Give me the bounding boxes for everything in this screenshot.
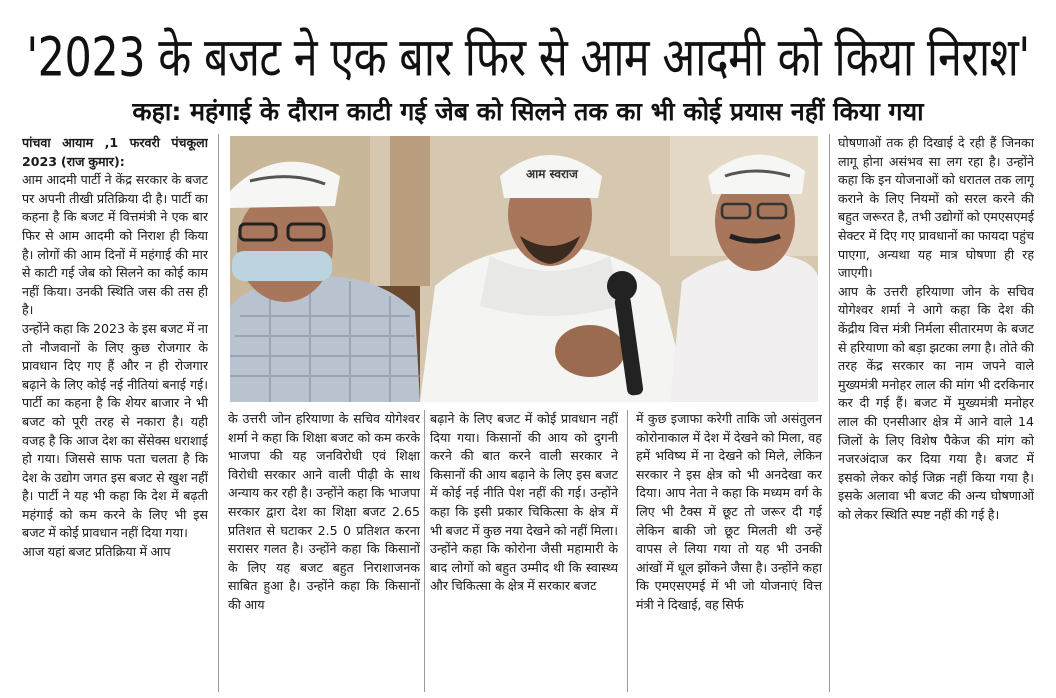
paragraph: के उत्तरी जोन हरियाणा के सचिव योगेश्वर शर्मा ने कहा कि शिक्षा बजट को कम करके भाजपा की यह जनविरोधी एवं शिक्षा विरोधी सरकार आने वाली पीढ़ी के साथ अन्याय कर रही है। उन्होंने कहा कि भाजपा सरकार द्वारा देश का शिक्षा बजट 2.65 प्रतिशत से घटाकर 2.5 0 प्रतिशत करना सरासर गलत है। उन्होंने कहा कि किसानों के लिए यह बजट बहुत निराशाजनक साबित हुआ है। उन्होंने कहा कि किसानों की आय: [228, 411, 420, 612]
paragraph: आज यहां बजट प्रतिक्रिया में आप: [22, 544, 171, 560]
paragraph: घोषणाओं तक ही दिखाई दे रही हैं जिनका लागू होना असंभव सा लग रहा है। उन्होंने कहा कि इन योजनाओं को धरातल तक लागू कराने के लिए नियमों को सरल करने की बहुत जरूरत है, तभी उद्योगों को एमएसएमई सेक्टर में दिए गए प्रावधानों का फायदा पहुंच पाएगा, अन्यथा यह मात्र घोषणा ही रह जाएगी।: [838, 135, 1034, 281]
article-column-4: [636, 410, 822, 692]
paragraph: उन्होंने कहा कि 2023 के इस बजट में ना तो नौजवानों के लिए कुछ रोजगार के प्रावधान दिए गए हैं और न ही रोजगार बढ़ाने के लिए कोई नई नीतियां बनाई गई। पार्टी का कहना है कि शेयर बाजार ने भी बजट को पूरी तरह से नकारा है। यही वजह है कि आज देश का सेंसेक्स धराशाई हो गया। जिससे साफ पता चलता है कि देश के उद्योग जगत इस बजट से खुश नहीं है। पार्टी ने यह भी कहा कि देश में बढ़ती महंगाई को कम करने के लिए भी इस बजट में कोई प्रावधान नहीं दिया गया।: [22, 320, 208, 541]
article-column-5: [838, 134, 1034, 694]
press-conference-photo: [230, 136, 818, 402]
column-divider: [218, 134, 219, 692]
column-divider: [627, 410, 628, 692]
headline: '2023 के बजट ने एक बार फिर से आम आदमी को किया निराश': [26, 26, 1030, 89]
paragraph: आप के उत्तरी हरियाणा जोन के सचिव योगेश्वर शर्मा ने आगे कहा कि देश की केंद्रीय वित्त मंत्री निर्मला सीतारमण के बजट से हरियाणा को बड़ा झटका लगा है। तोते की तरह केंद्र सरकार का नाम जपने वाले मुख्यमंत्री मनोहर लाल की मांग भी दरकिनार कर दी गई हैं। बजट में मुख्यमंत्री मनोहर लाल की एनसीआर क्षेत्र में आने वाले 14 जिलों के लिए विशेष पैकेज की मांग को नजरअंदाज कर दिया गया है। बजट में इसको लेकर कोई जिक्र नहीं किया गया है। इसके अलावा भी बजट की अन्य घोषणाओं को लेकर स्थिति स्पष्ट नहीं की गई है।: [838, 283, 1034, 522]
column-divider: [829, 134, 830, 692]
dateline: पांचवा आयाम ,1 फरवरी पंचकूला 2023 (राज कुमार):: [22, 135, 208, 169]
paragraph: आम आदमी पार्टी ने केंद्र सरकार के बजट पर अपनी तीखी प्रतिक्रिया दी है। पार्टी का कहना है कि बजट में वित्तमंत्री ने एक बार फिर से आम आदमी को निराश ही किया है। लोगों की आम दिनों में महंगाई की मार से काटी गई जेब को सिलने का कोई काम नहीं किया। उनकी स्थिति जस की तस ही है।: [22, 172, 208, 318]
column-divider: [424, 410, 425, 692]
cap-text: आम स्वराज: [526, 167, 578, 181]
article-column-2: [228, 410, 420, 692]
paragraph: बढ़ाने के लिए बजट में कोई प्रावधान नहीं दिया गया। किसानों की आय को दुगनी करने की बात करने वाली सरकार ने किसानों की आय बढ़ाने के लिए इस बजट में कोई नई नीति पेश नहीं की गई। उन्होंने कहा कि इसी प्रकार चिकित्सा के क्षेत्र में भी बजट में कुछ नया देखने को नहीं मिला। उन्होंने कहा कि कोरोना जैसी महामारी के बाद लोगों को बहुत उम्मीद थी कि स्वास्थ्य और चिकित्सा के क्षेत्र में सरकार बजट: [430, 411, 618, 594]
subheadline: कहा: महंगाई के दौरान काटी गई जेब को सिलने तक का भी कोई प्रयास नहीं किया गया: [132, 97, 924, 126]
article-column-1: [22, 134, 208, 694]
paragraph: में कुछ इजाफा करेगी ताकि जो असंतुलन कोरोनाकाल में देश में देखने को मिला, वह हमें भविष्य में ना देखने को मिले, लेकिन सरकार ने इस क्षेत्र को भी अनदेखा कर दिया। आप नेता ने कहा कि मध्यम वर्ग के लिए भी टैक्स में छूट तो जरूर दी गई लेकिन बाकी जो छूट मिलती थी उन्हें वापस ले लिया गया तो यह भी उनकी आंखों में धूल झोंकने जैसा है। उन्होंने कहा कि एमएसएमई में भी जो योजनाएं वित्त मंत्री ने दिखाई, वह सिर्फ: [636, 411, 822, 612]
article-column-3: [430, 410, 618, 692]
